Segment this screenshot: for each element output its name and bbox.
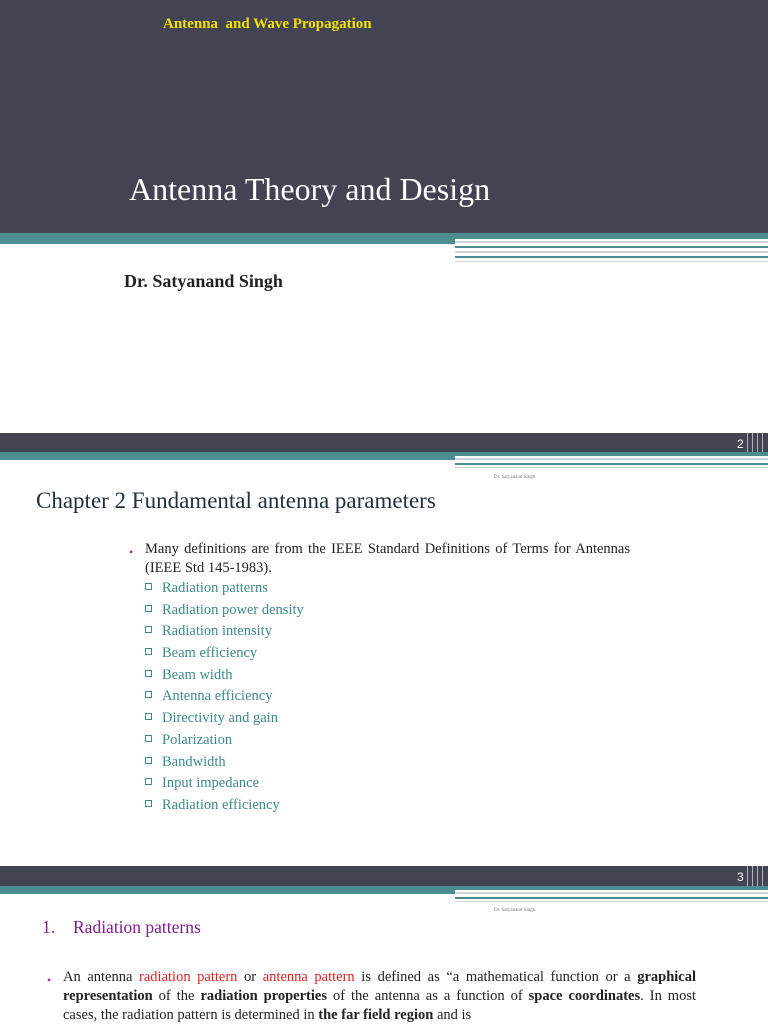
section-title: Radiation patterns: [73, 917, 201, 937]
list-item: Beam width: [145, 665, 304, 687]
square-bullet-icon: [145, 626, 152, 633]
square-bullet-icon: [145, 735, 152, 742]
square-bullet-icon: [145, 800, 152, 807]
author-name: Dr. Satyanand Singh: [124, 271, 283, 291]
square-bullet-icon: [145, 778, 152, 785]
term-radiation-pattern: radiation pattern: [139, 969, 238, 985]
intro-bullet: •: [129, 545, 134, 559]
slide-2-footer-author: Dr. Satyanand Singh: [494, 475, 536, 480]
intro-text: Many definitions are from the IEEE Standard Definitions of Terms for Antennas (IEEE Std 145-1983).: [145, 541, 630, 576]
square-bullet-icon: [145, 583, 152, 590]
square-bullet-icon: [145, 691, 152, 698]
square-bullet-icon: [145, 605, 152, 612]
parameter-list: [145, 578, 304, 817]
square-bullet-icon: [145, 713, 152, 720]
list-item: Radiation efficiency: [145, 795, 304, 817]
list-item: Radiation intensity: [145, 621, 304, 643]
list-item: Polarization: [145, 730, 304, 752]
list-item: Beam efficiency: [145, 643, 304, 665]
course-header: Antenna and Wave Propagation: [163, 16, 372, 32]
list-item: Radiation power density: [145, 600, 304, 622]
slide-2-band: [0, 433, 768, 453]
square-bullet-icon: [145, 670, 152, 677]
term-antenna-pattern: antenna pattern: [262, 969, 355, 985]
presentation-title: Antenna Theory and Design: [129, 171, 491, 207]
list-item: Input impedance: [145, 773, 304, 795]
section-heading: [42, 917, 201, 938]
chapter-title: Chapter 2 Fundamental antenna parameters: [36, 488, 436, 513]
list-item: Antenna efficiency: [145, 686, 304, 708]
list-item: Directivity and gain: [145, 708, 304, 730]
list-item: Bandwidth: [145, 752, 304, 774]
square-bullet-icon: [145, 757, 152, 764]
paragraph-bullet: •: [47, 973, 52, 987]
radiation-pattern-definition: An antenna radiation pattern or antenna pattern is defined as “a mathematical function or a graphical representation of the radiation properties of the antenna as a function of space coordinates. In most cases, the radiation pattern is determined in the far field region and is: [63, 969, 697, 1023]
slide-3-number: 3: [737, 870, 744, 884]
slide-3-band: [0, 866, 768, 888]
slide-3-footer-author: Dr. Satyanand Singh: [494, 908, 536, 913]
section-number: 1.: [42, 917, 56, 937]
square-bullet-icon: [145, 648, 152, 655]
list-item: Radiation patterns: [145, 578, 304, 600]
slide-2-number: 2: [737, 437, 744, 451]
